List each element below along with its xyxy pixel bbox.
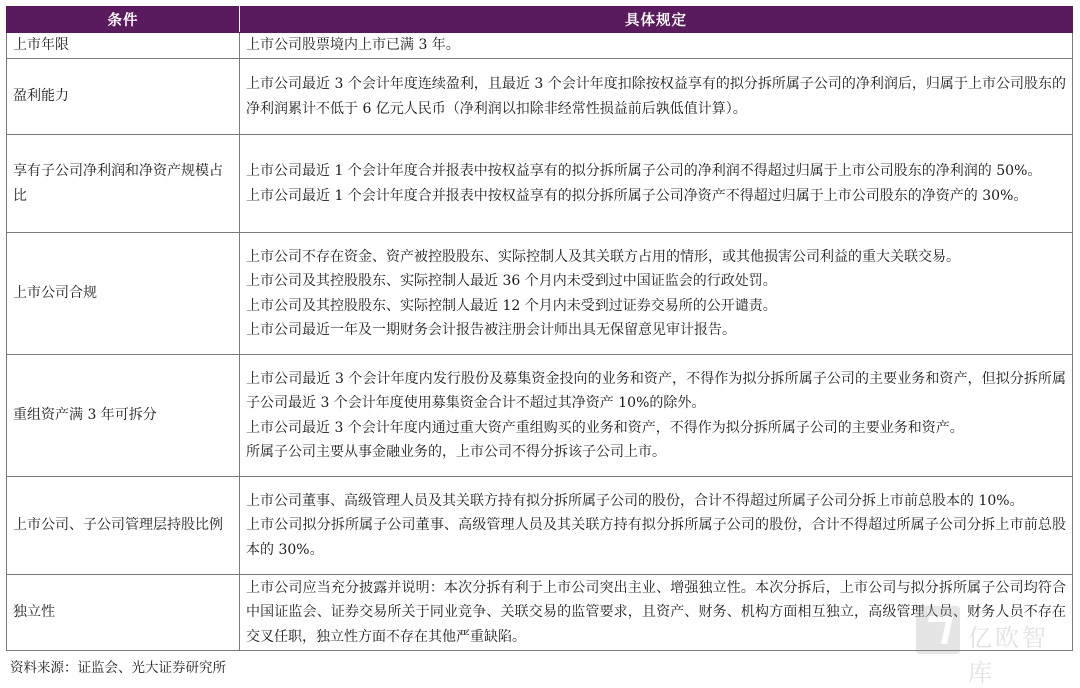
table-row [7, 477, 1073, 575]
table-row [7, 59, 1073, 135]
rules-cell [240, 233, 1073, 355]
rule-text: 上市公司及其控股股东、实际控制人最近 36 个月内未受到过中国证监会的行政处罚。 [246, 273, 777, 289]
watermark-text: 亿欧智库 [968, 624, 1049, 687]
rule-text: 上市公司最近 1 个会计年度合并报表中按权益享有的拟分拆所属子公司净资产不得超过归属于上市公司股东的净资产的 30%。 [246, 187, 1028, 204]
rules-cell [240, 355, 1073, 477]
rules-cell [240, 135, 1073, 233]
watermark-logo-icon [916, 606, 960, 654]
rule-text: 上市公司股票境内上市已满 3 年。 [246, 37, 460, 54]
watermark [916, 604, 1072, 687]
rule-text: 上市公司拟分拆所属子公司董事、高级管理人员及其关联方持有拟分拆所属子公司的股份，合计不得超过所属子公司分拆上市前总股本的 30%。 [246, 517, 1066, 558]
condition-cell: 上市公司、子公司管理层持股比例 [7, 477, 240, 575]
table-row [7, 233, 1073, 355]
header-condition: 条件 [7, 7, 240, 33]
condition-cell: 重组资产满 3 年可拆分 [7, 355, 240, 477]
rule-text: 上市公司应当充分披露并说明：本次分拆有利于上市公司突出主业、增强独立性。本次分拆后，上市公司与拟分拆所属子公司均符合中国证监会、证券交易所关于同业竞争、关联交易的监管要求，且资产、财务、机构方面相互独立，高级管理人员、财务人员不存在交叉任职，独立性方面不存在其他严重缺陷。 [246, 579, 1066, 645]
rules-cell [240, 477, 1073, 575]
rule-text: 上市公司最近 3 个会计年度内通过重大资产重组购买的业务和资产，不得作为拟分拆所属子公司的主要业务和资产。 [246, 419, 964, 436]
rules-cell [240, 59, 1073, 135]
rule-text: 上市公司最近 3 个会计年度内发行股份及募集资金投向的业务和资产，不得作为拟分拆所属子公司的主要业务和资产，但拟分拆所属子公司最近 3 个会计年度使用募集资金合计不超过其净资产 10%的除外。 [246, 370, 1066, 411]
table-row [7, 135, 1073, 233]
spin-off-rules-table [6, 6, 1073, 651]
rule-text: 上市公司最近 3 个会计年度连续盈利，且最近 3 个会计年度扣除按权益享有的拟分拆所属子公司的净利润后，归属于上市公司股东的净利润累计不低于 6 亿元人民币（净利润以扣除非经常性损益前后孰低值计算）。 [246, 76, 1066, 117]
table-row [7, 575, 1073, 651]
rule-text: 上市公司不存在资金、资产被控股股东、实际控制人及其关联方占用的情形，或其他损害公司利益的重大关联交易。 [246, 248, 960, 265]
condition-cell: 享有子公司净利润和净资产规模占比 [7, 135, 240, 233]
rule-text: 上市公司最近一年及一期财务会计报告被注册会计师出具无保留意见审计报告。 [246, 322, 736, 338]
condition-cell: 盈利能力 [7, 59, 240, 135]
rules-cell [240, 33, 1073, 59]
source-note: 资料来源：证监会、光大证券研究所 [10, 660, 226, 676]
header-rules: 具体规定 [240, 7, 1073, 33]
rule-text: 上市公司最近 1 个会计年度合并报表中按权益享有的拟分拆所属子公司的净利润不得超过归属于上市公司股东的净利润的 50%。 [246, 163, 1042, 179]
table-row [7, 355, 1073, 477]
rule-text: 上市公司董事、高级管理人员及其关联方持有拟分拆所属子公司的股份，合计不得超过所属子公司分拆上市前总股本的 10%。 [246, 492, 1024, 509]
condition-cell: 独立性 [7, 575, 240, 651]
table-header-row [7, 7, 1073, 33]
condition-cell: 上市公司合规 [7, 233, 240, 355]
condition-cell: 上市年限 [7, 33, 240, 59]
table-row [7, 33, 1073, 59]
rule-text: 所属子公司主要从事金融业务的，上市公司不得分拆该子公司上市。 [246, 444, 666, 460]
rule-text: 上市公司及其控股股东、实际控制人最近 12 个月内未受到过证券交易所的公开谴责。 [246, 297, 777, 314]
rules-table-container [6, 6, 1072, 651]
